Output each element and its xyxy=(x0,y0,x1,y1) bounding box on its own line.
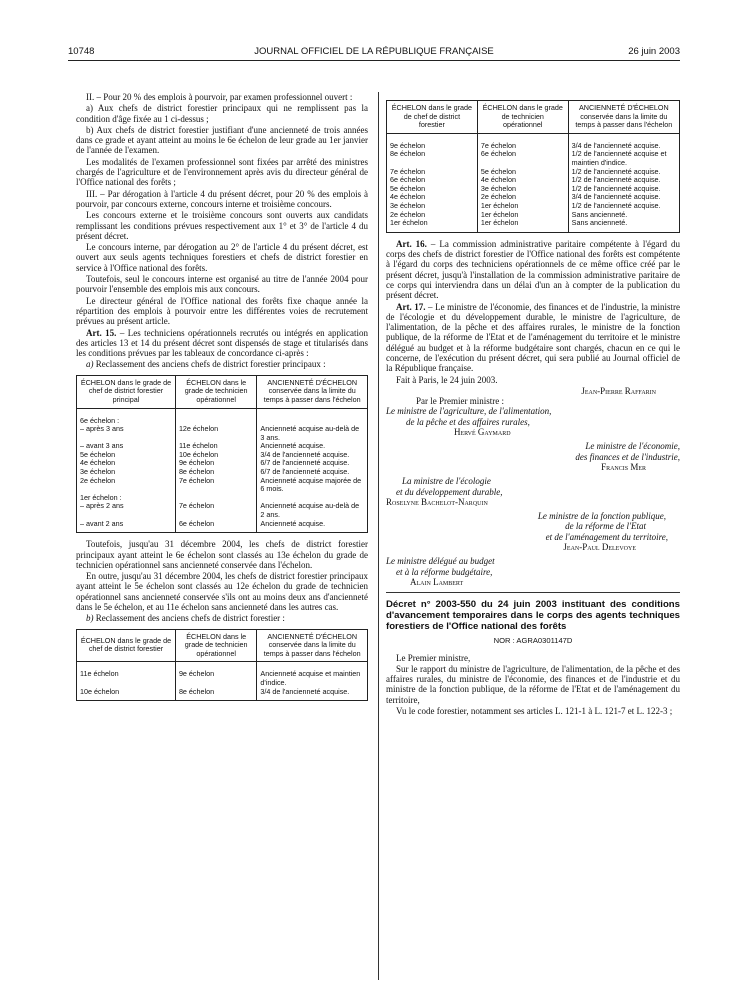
table-cell: Sans ancienneté. xyxy=(568,211,679,220)
table-cell: 1/2 de l'ancienneté acquise. xyxy=(568,185,679,194)
table-cell: – après 3 ans xyxy=(77,425,176,442)
table-cell: – après 2 ans xyxy=(77,502,176,519)
concordance-table-district-part1 xyxy=(76,629,368,702)
table-row xyxy=(387,150,680,167)
table-row xyxy=(387,219,680,232)
column-header: ANCIENNETÉ D'ÉCHELON conservée dans la limite du temps à passer dans l'échelon xyxy=(568,101,679,134)
table-cell: 7e échelon xyxy=(387,168,478,177)
table-cell: 3e échelon xyxy=(77,468,176,477)
article-label: Art. 17. xyxy=(396,301,426,312)
table-cell: 7e échelon xyxy=(175,477,256,494)
table-cell: 2e échelon xyxy=(387,211,478,220)
concordance-table-principal xyxy=(76,375,368,534)
paragraph: Toutefois, jusqu'au 31 décembre 2004, les chefs de district forestier principaux ayant atteint le 6e échelon sont classés au 13e échelon du grade de technicien opérationnel sans ancienneté conservée dans l'échelon. xyxy=(76,539,368,570)
table-cell: 6/7 de l'ancienneté acquise. xyxy=(257,459,368,468)
table-cell: 1/2 de l'ancienneté acquise. xyxy=(568,176,679,185)
column-header: ANCIENNETÉ D'ÉCHELON conservée dans la limite du temps à passer dans l'échelon xyxy=(257,629,368,662)
minister-title: et de l'aménagement du territoire, xyxy=(545,531,668,542)
table-cell: 8e échelon xyxy=(175,468,256,477)
table-cell: 9e échelon xyxy=(175,459,256,468)
item-text: Reclassement des anciens chefs de district forestier : xyxy=(93,613,285,624)
table-row xyxy=(77,520,368,533)
article-text: – La commission administrative paritaire compétente à l'égard du corps des chefs de district forestier de l'Office national des forêts est compétente à l'égard du corps des techniciens opérationnels de ce même office créé par le présent décret, jusqu'à l'installation de la commission administrative paritaire de ce corps qui interviendra dans un délai d'un an à compter de la publication du présent décret. xyxy=(386,238,680,301)
table-row xyxy=(387,133,680,150)
signature-premier-ministre: Jean-Pierre Raffarin xyxy=(581,385,656,396)
fait-a-paris: Fait à Paris, le 24 juin 2003. xyxy=(396,374,498,385)
table-row xyxy=(77,688,368,701)
paragraph: Le Premier ministre, xyxy=(396,652,471,663)
table-cell: 3/4 de l'ancienneté acquise. xyxy=(568,193,679,202)
table-cell xyxy=(175,408,256,425)
table-cell: 3e échelon xyxy=(387,202,478,211)
paragraph: Toutefois, seul le concours interne est organisé au titre de l'année 2004 pour pourvoir l'ensemble des emplois mis aux concours. xyxy=(76,274,368,295)
minister-title: Le ministre de la fonction publique, xyxy=(537,511,666,522)
table-cell: 1er échelon : xyxy=(77,494,176,503)
signature-economie: Francis Mer xyxy=(601,461,646,472)
column-header: ÉCHELON dans le grade de chef de district forestier xyxy=(77,629,176,662)
table-cell: 6/7 de l'ancienneté acquise. xyxy=(257,468,368,477)
par-le-premier-ministre: Par le Premier ministre : xyxy=(416,396,504,407)
table-cell: Ancienneté acquise majorée de 6 mois. xyxy=(257,477,368,494)
table-cell: 10e échelon xyxy=(175,451,256,460)
table-row xyxy=(77,425,368,442)
table-cell: 3/4 de l'ancienneté acquise. xyxy=(568,133,679,150)
table-cell: 4e échelon xyxy=(387,193,478,202)
table-cell: Sans ancienneté. xyxy=(568,219,679,232)
right-column xyxy=(386,100,680,717)
column-header: ÉCHELON dans le grade de technicien opérationnel xyxy=(175,629,256,662)
table-cell: 12e échelon xyxy=(175,425,256,442)
paragraph: III. – Par dérogation à l'article 4 du présent décret, pour 20 % des emplois à pourvoir, par concours externe, concours interne et troisième concours. xyxy=(76,188,368,209)
minister-title: La ministre de l'écologie xyxy=(402,476,491,487)
minister-title: de la réforme de l'Etat xyxy=(565,521,646,532)
table-row xyxy=(77,502,368,519)
table-cell: 9e échelon xyxy=(387,133,478,150)
table-cell: 1/2 de l'ancienneté acquise. xyxy=(568,202,679,211)
minister-title: des finances et de l'industrie, xyxy=(575,451,680,462)
concordance-table-district-part2 xyxy=(386,100,680,233)
paragraph: Les modalités de l'examen professionnel sont fixées par arrêté des ministres chargés de l'agriculture et de l'environnement après avis du directeur général de l'Office national des forêts ; xyxy=(76,156,368,188)
table-cell: 3e échelon xyxy=(477,185,568,194)
minister-title: Le ministre de l'économie, xyxy=(585,441,680,452)
table-cell: 5e échelon xyxy=(387,185,478,194)
column-header: ÉCHELON dans le grade de technicien opérationnel xyxy=(477,101,568,134)
item-letter: a) xyxy=(86,359,94,370)
paragraph: a) Aux chefs de district forestier principaux qui ne remplissent pas la condition d'âge fixée au 1 ci-dessus ; xyxy=(76,103,368,124)
subsection-b xyxy=(76,613,368,623)
paragraph: En outre, jusqu'au 31 décembre 2004, les chefs de district forestier principaux ayant atteint le 5e échelon sont classés au 12e échelon du grade de technicien opérationnel sans ancienneté conservée s'ils ont au moins deux ans d'ancienneté dans le 5e échelon, et au 11e échelon sans ancienneté dans les autres cas. xyxy=(76,571,368,612)
table-header-row xyxy=(77,375,368,408)
left-column xyxy=(76,92,368,707)
table-cell: 4e échelon xyxy=(77,459,176,468)
subsection-a xyxy=(76,359,368,369)
table-cell: 5e échelon xyxy=(77,451,176,460)
table-cell: Ancienneté acquise. xyxy=(257,442,368,451)
table-row xyxy=(387,202,680,211)
table-cell: 6e échelon xyxy=(387,176,478,185)
table-cell: 11e échelon xyxy=(175,442,256,451)
column-header: ANCIENNETÉ D'ÉCHELON conservée dans la limite du temps à passer dans l'échelon xyxy=(257,375,368,408)
table-cell: Ancienneté acquise au-delà de 2 ans. xyxy=(257,502,368,519)
table-cell: 2e échelon xyxy=(77,477,176,494)
table-cell: 6e échelon xyxy=(477,150,568,167)
article-label: Art. 16. xyxy=(396,238,427,249)
table-row xyxy=(77,662,368,688)
table-cell: 6e échelon xyxy=(175,520,256,533)
table-cell: 10e échelon xyxy=(77,688,176,701)
table-cell: 9e échelon xyxy=(175,662,256,688)
signature-fonction-publique: Jean-Paul Delevoye xyxy=(563,542,636,553)
page-number: 10748 xyxy=(68,46,95,57)
paragraph: Sur le rapport du ministre de l'agriculture, de l'alimentation, de la pêche et des affaires rurales, du ministre de l'économie, des finances et de l'industrie et du ministre de la fonction publique, de la réforme de l'Etat et de l'aménagement du territoire, xyxy=(386,663,680,705)
table-cell: 1/2 de l'ancienneté acquise et maintien d'indice. xyxy=(568,150,679,167)
paragraph: Le concours interne, par dérogation au 2° de l'article 4 du présent décret, est ouvert aux seuls agents techniques forestiers et chefs de district forestier en service à l'Office national des forêts. xyxy=(76,242,368,273)
table-cell: 7e échelon xyxy=(175,502,256,519)
table-row xyxy=(77,477,368,494)
minister-title: de la pêche et des affaires rurales, xyxy=(406,416,530,427)
table-cell: 3/4 de l'ancienneté acquise. xyxy=(257,451,368,460)
table-cell: 1er échelon xyxy=(477,211,568,220)
table-cell: 7e échelon xyxy=(477,133,568,150)
table-cell: 2e échelon xyxy=(477,193,568,202)
table-header-row xyxy=(387,101,680,134)
paragraph: b) Aux chefs de district forestier justifiant d'une ancienneté de trois années dans ce grade et ayant atteint au moins le 6e échelon de leur grade au 1er janvier de l'année de l'examen. xyxy=(76,124,368,156)
article-16 xyxy=(386,239,680,301)
table-cell: Ancienneté acquise et maintien d'indice. xyxy=(257,662,368,688)
paragraph: II. – Pour 20 % des emplois à pourvoir, par examen professionnel ouvert : xyxy=(86,92,353,102)
minister-title: Le ministre de l'agriculture, de l'alimentation, xyxy=(386,406,552,417)
column-separator xyxy=(378,92,379,980)
table-cell: 8e échelon xyxy=(175,688,256,701)
table-cell: 4e échelon xyxy=(477,176,568,185)
column-header: ÉCHELON dans le grade de chef de district forestier principal xyxy=(77,375,176,408)
paragraph: Vu le code forestier, notamment ses articles L. 121-1 à L. 121-7 et L. 122-3 ; xyxy=(396,706,673,716)
table-cell: 3/4 de l'ancienneté acquise. xyxy=(257,688,368,701)
nor-reference: NOR : AGRA0301147D xyxy=(493,636,573,646)
article-17 xyxy=(386,302,680,374)
section-divider xyxy=(386,592,680,593)
journal-title: JOURNAL OFFICIEL DE LA RÉPUBLIQUE FRANÇAISE xyxy=(254,46,494,57)
table-header-row xyxy=(77,629,368,662)
table-cell: 1er échelon xyxy=(387,219,478,232)
paragraph: Le directeur général de l'Office national des forêts fixe chaque année la répartition des emplois à pourvoir entre les différentes voies de recrutement prévues au présent article. xyxy=(76,295,368,327)
issue-date: 26 juin 2003 xyxy=(628,46,680,57)
paragraph: Les concours externe et le troisième concours sont ouverts aux candidats remplissant les conditions prévues respectivement aux 1° et 3° de l'article 4 du présent décret. xyxy=(76,210,368,241)
table-cell: 1/2 de l'ancienneté acquise. xyxy=(568,168,679,177)
item-text: Reclassement des anciens chefs de district forestier principaux : xyxy=(93,359,326,370)
signature-ecologie: Roselyne Bachelot-Narquin xyxy=(386,496,488,507)
table-cell: 1er échelon xyxy=(477,202,568,211)
signature-budget: Alain Lambert xyxy=(410,576,464,587)
decret-title: Décret n° 2003-550 du 24 juin 2003 instituant des conditions d'avancement temporaires dans le corps des agents techniques forestiers de l'Office national des forêts xyxy=(386,599,680,633)
table-cell: – avant 2 ans xyxy=(77,520,176,533)
table-cell xyxy=(257,408,368,425)
article-15 xyxy=(76,328,368,359)
table-cell: 5e échelon xyxy=(477,168,568,177)
table-cell: 6e échelon : xyxy=(77,408,176,425)
table-cell: 1er échelon xyxy=(477,219,568,232)
minister-title: et à la réforme budgétaire, xyxy=(396,566,493,577)
article-text: – Le ministre de l'économie, des finances et de l'industrie, la ministre de l'écologie et du développement durable, le ministre de l'agriculture, de l'alimentation, de la pêche et des affaires rurales, le ministre de la fonction publique, de la réforme de l'Etat et de l'aménagement du territoire et le ministre délégué au budget et à la réforme budgétaire sont chargés, chacun en ce qui le concerne, de l'exécution du présent décret, qui sera publié au Journal officiel de la République française. xyxy=(386,301,681,374)
table-row xyxy=(77,408,368,425)
column-header: ÉCHELON dans le grade de technicien opérationnel xyxy=(175,375,256,408)
table-row xyxy=(387,211,680,220)
minister-title: et du développement durable, xyxy=(396,486,503,497)
signature-agriculture: Hervé Gaymard xyxy=(454,427,511,438)
table-cell: Ancienneté acquise. xyxy=(257,520,368,533)
article-label: Art. 15. xyxy=(86,327,117,338)
minister-title: Le ministre délégué au budget xyxy=(386,556,495,567)
article-text: – Les techniciens opérationnels recrutés ou intégrés en application des articles 13 et 14 du présent décret sont dispensés de stage et titularisés dans les conditions prévues par les tableaux de concordance ci-après : xyxy=(76,327,368,359)
table-cell: 11e échelon xyxy=(77,662,176,688)
table-cell: Ancienneté acquise au-delà de 3 ans. xyxy=(257,425,368,442)
table-cell: – avant 3 ans xyxy=(77,442,176,451)
header-rule xyxy=(68,60,680,61)
table-cell: 8e échelon xyxy=(387,150,478,167)
column-header: ÉCHELON dans le grade de chef de district forestier xyxy=(387,101,478,134)
item-letter: b) xyxy=(86,613,94,624)
